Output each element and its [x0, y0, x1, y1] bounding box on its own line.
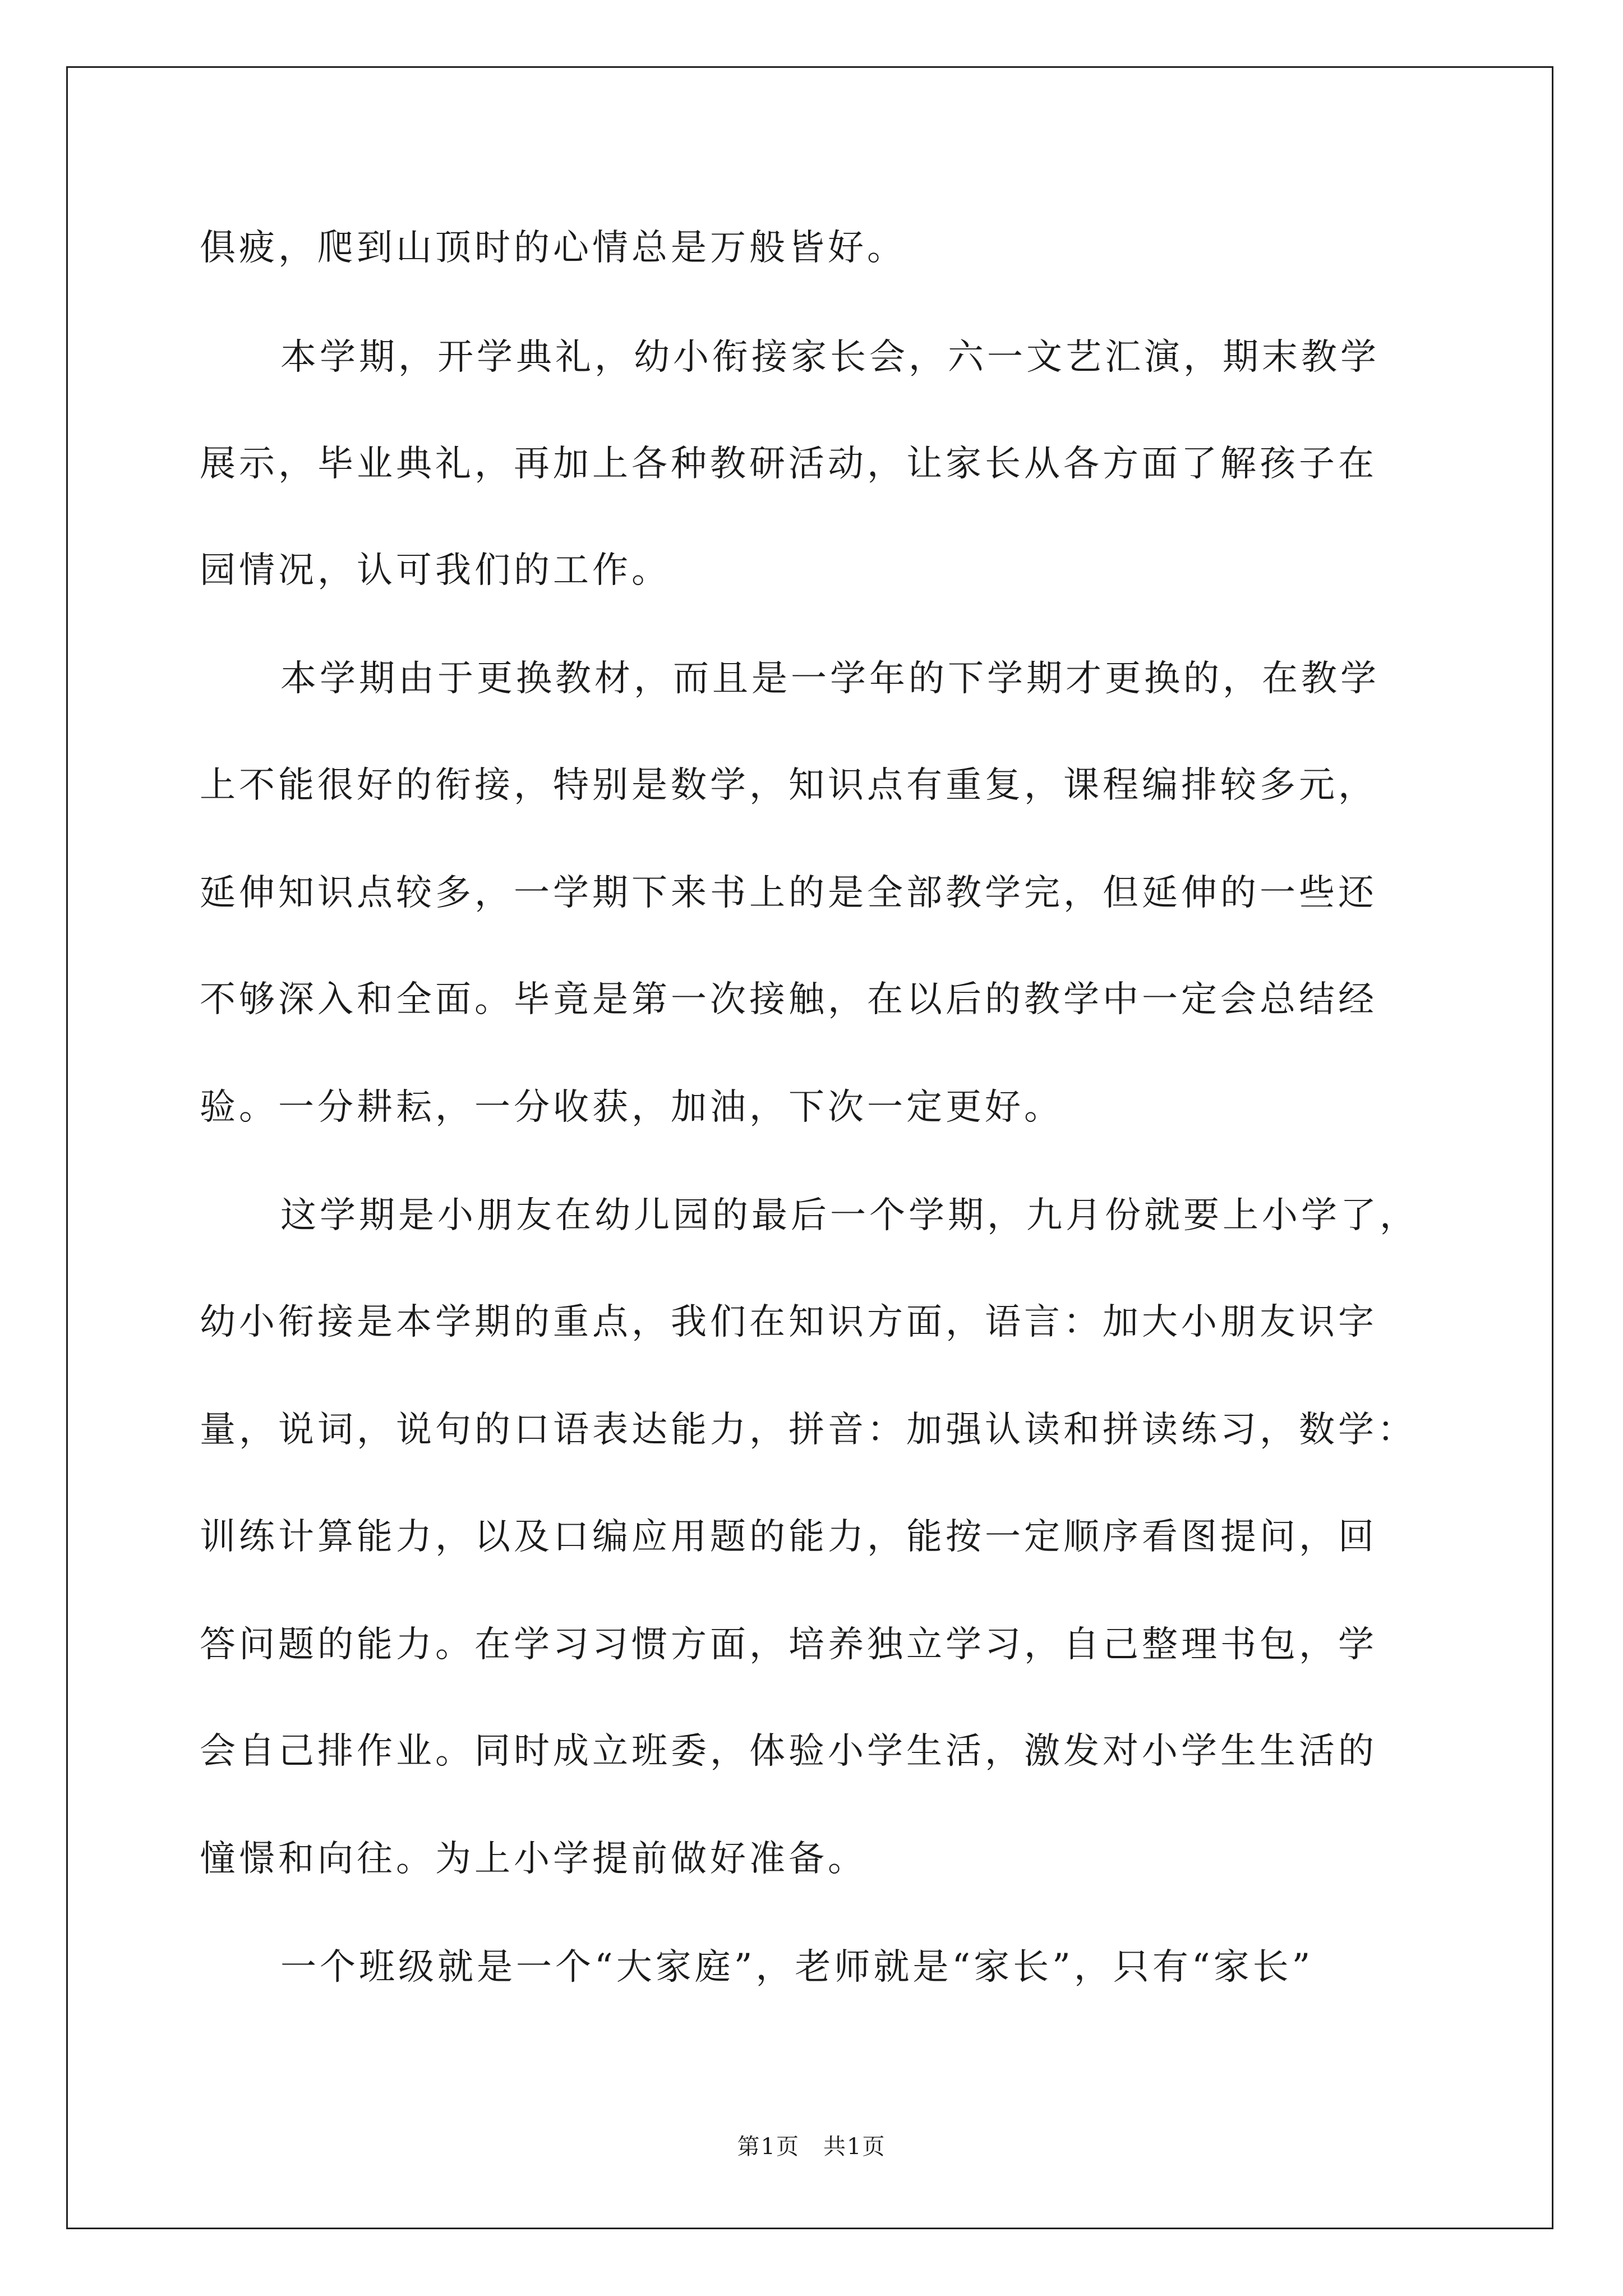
text-line: 展示，毕业典礼，再加上各种教研活动，让家长从各方面了解孩子在	[200, 443, 1377, 485]
text-line: 验。一分耕耘，一分收获，加油，下次一定更好。	[200, 1087, 1063, 1128]
text-line: 幼小衔接是本学期的重点，我们在知识方面，语言：加大小朋友识字	[200, 1301, 1377, 1343]
page-border	[66, 66, 1553, 2229]
text-line: 本学期由于更换教材，而且是一学年的下学期才更换的，在教学	[280, 658, 1380, 700]
text-line: 一个班级就是一个“大家庭”，老师就是“家长”，只有“家长”	[280, 1947, 1314, 1988]
text-line: 会自己排作业。同时成立班委，体验小学生活，激发对小学生生活的	[200, 1731, 1377, 1772]
text-line: 园情况，认可我们的工作。	[200, 550, 671, 591]
text-line: 答问题的能力。在学习习惯方面，培养独立学习，自己整理书包，学	[200, 1624, 1377, 1665]
page-footer: 第1页 共1页	[737, 2134, 886, 2160]
text-line: 训练计算能力，以及口编应用题的能力，能按一定顺序看图提问，回	[200, 1516, 1377, 1558]
text-line: 俱疲，爬到山顶时的心情总是万般皆好。	[200, 227, 906, 269]
text-line: 上不能很好的衔接，特别是数学，知识点有重复，课程编排较多元，	[200, 765, 1377, 806]
text-line: 憧憬和向往。为上小学提前做好准备。	[200, 1838, 867, 1880]
text-line: 不够深入和全面。毕竟是第一次接触，在以后的教学中一定会总结经	[200, 979, 1377, 1020]
text-line: 量，说词，说句的口语表达能力，拼音：加强认读和拼读练习，数学：	[200, 1409, 1417, 1451]
text-line: 本学期，开学典礼，幼小衔接家长会，六一文艺汇演，期末教学	[280, 337, 1380, 378]
text-line: 延伸知识点较多，一学期下来书上的是全部教学完，但延伸的一些还	[200, 872, 1377, 914]
text-line: 这学期是小朋友在幼儿园的最后一个学期，九月份就要上小学了，	[280, 1195, 1419, 1236]
